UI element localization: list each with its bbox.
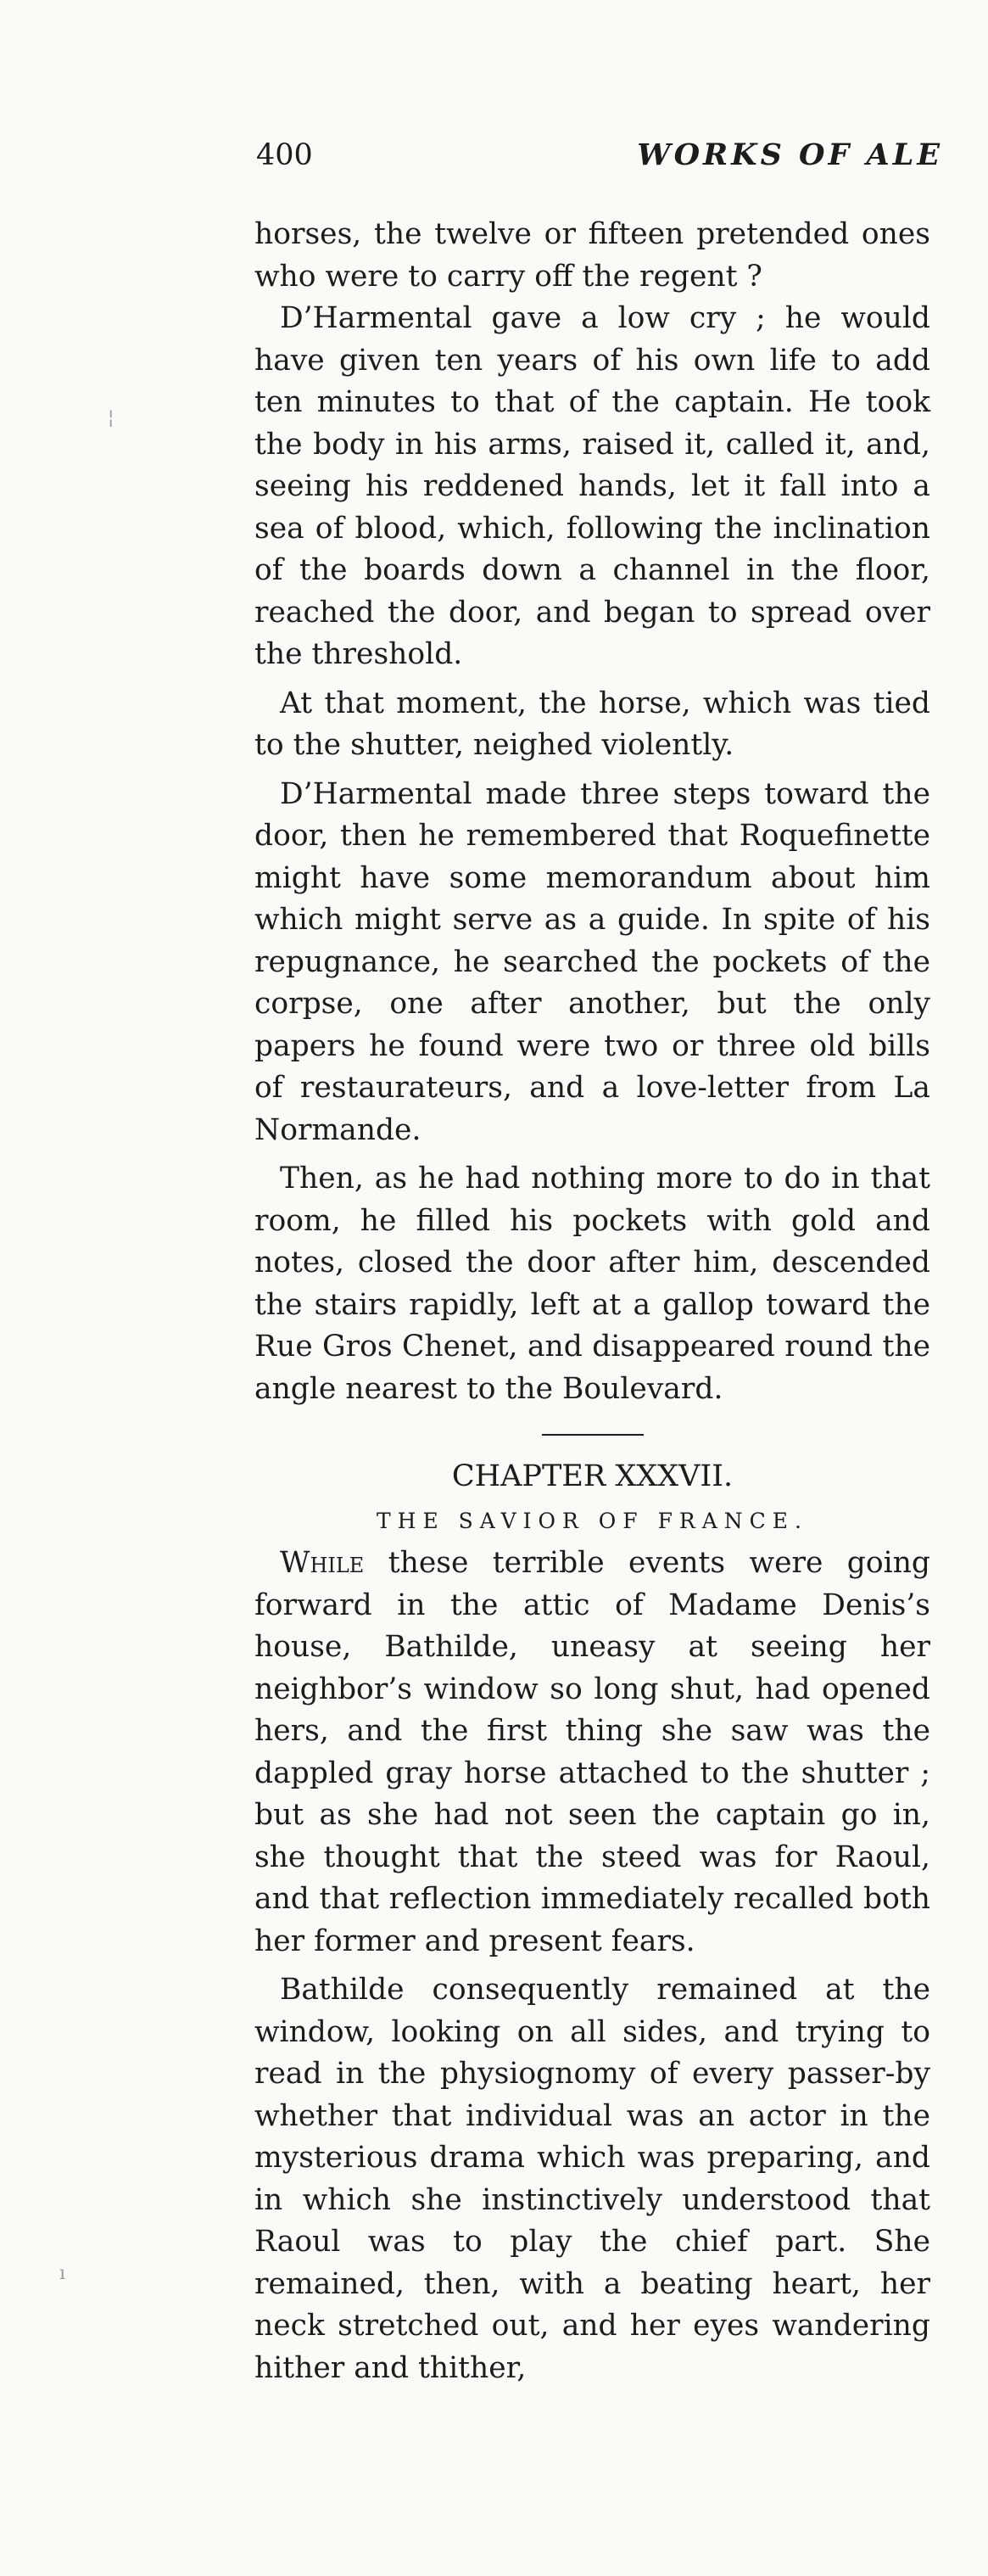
paragraph-lead-word: While	[280, 1546, 365, 1580]
text-column	[254, 214, 930, 2389]
paragraph: horses, the twelve or fifteen pretended ones who were to carry off the regent ?	[254, 217, 930, 294]
running-header	[256, 134, 943, 176]
paragraph: Then, as he had nothing more to do in that room, he filled his pockets with gold and notes, closed the door after him, descended the stairs rapidly, left at a gallop toward the Rue Gros Chenet, and disappeared round the angle nearest to the Boulevard.	[254, 1162, 930, 1406]
paragraph: D’Harmental gave a low cry ; he would have given ten years of his own life to add ten minutes to that of the captain. He took the body in his arms, raised it, called it, and, seeing his reddened hands, let it fall into a sea of blood, which, following the inclination of the boards down a channel in the floor, reached the door, and began to spread over the threshold.	[254, 301, 930, 671]
running-title: WORKS OF ALE	[637, 137, 943, 172]
paragraph-text: these terrible events were going forward in the attic of Madame Denis’s house, Bathilde, uneasy at seeing her neighbor’s window so long shut, had opened hers, and the first thing she saw was the dappled gray horse attached to the shutter ; but as she had not seen the captain go in, she thought that the steed was for Raoul, and that reflection immediately recalled both her former and present fears.	[254, 1546, 930, 1958]
paragraph: Bathilde consequently remained at the window, looking on all sides, and trying to read in the physiognomy of every passer-by whether that individual was an actor in the mysterious drama which was preparing, and in which she instinctively understood that Raoul was to play the chief part. She remained, then, with a beating heart, her neck stretched out, and her eyes wandering hither and thither,	[254, 1973, 930, 2385]
margin-mark: ¦	[108, 407, 114, 428]
paragraph: D’Harmental made three steps toward the door, then he remembered that Roquefinette might have some memorandum about him which might serve as a guide. In spite of his repugnance, he searched the pockets of the corpse, one after another, but the only papers he found were two or three old bills of restaurateurs, and a love-letter from La Normande.	[254, 776, 930, 1147]
chapter-subtitle: THE SAVIOR OF FRANCE.	[376, 1509, 808, 1533]
chapter-title: CHAPTER XXXVII.	[451, 1459, 734, 1493]
page-number: 400	[256, 138, 313, 172]
paragraph	[254, 1543, 930, 1963]
margin-mark: ı	[59, 2263, 66, 2284]
section-divider	[542, 1434, 644, 1436]
paragraph: At that moment, the horse, which was tied to the shutter, neighed violently.	[254, 686, 930, 762]
